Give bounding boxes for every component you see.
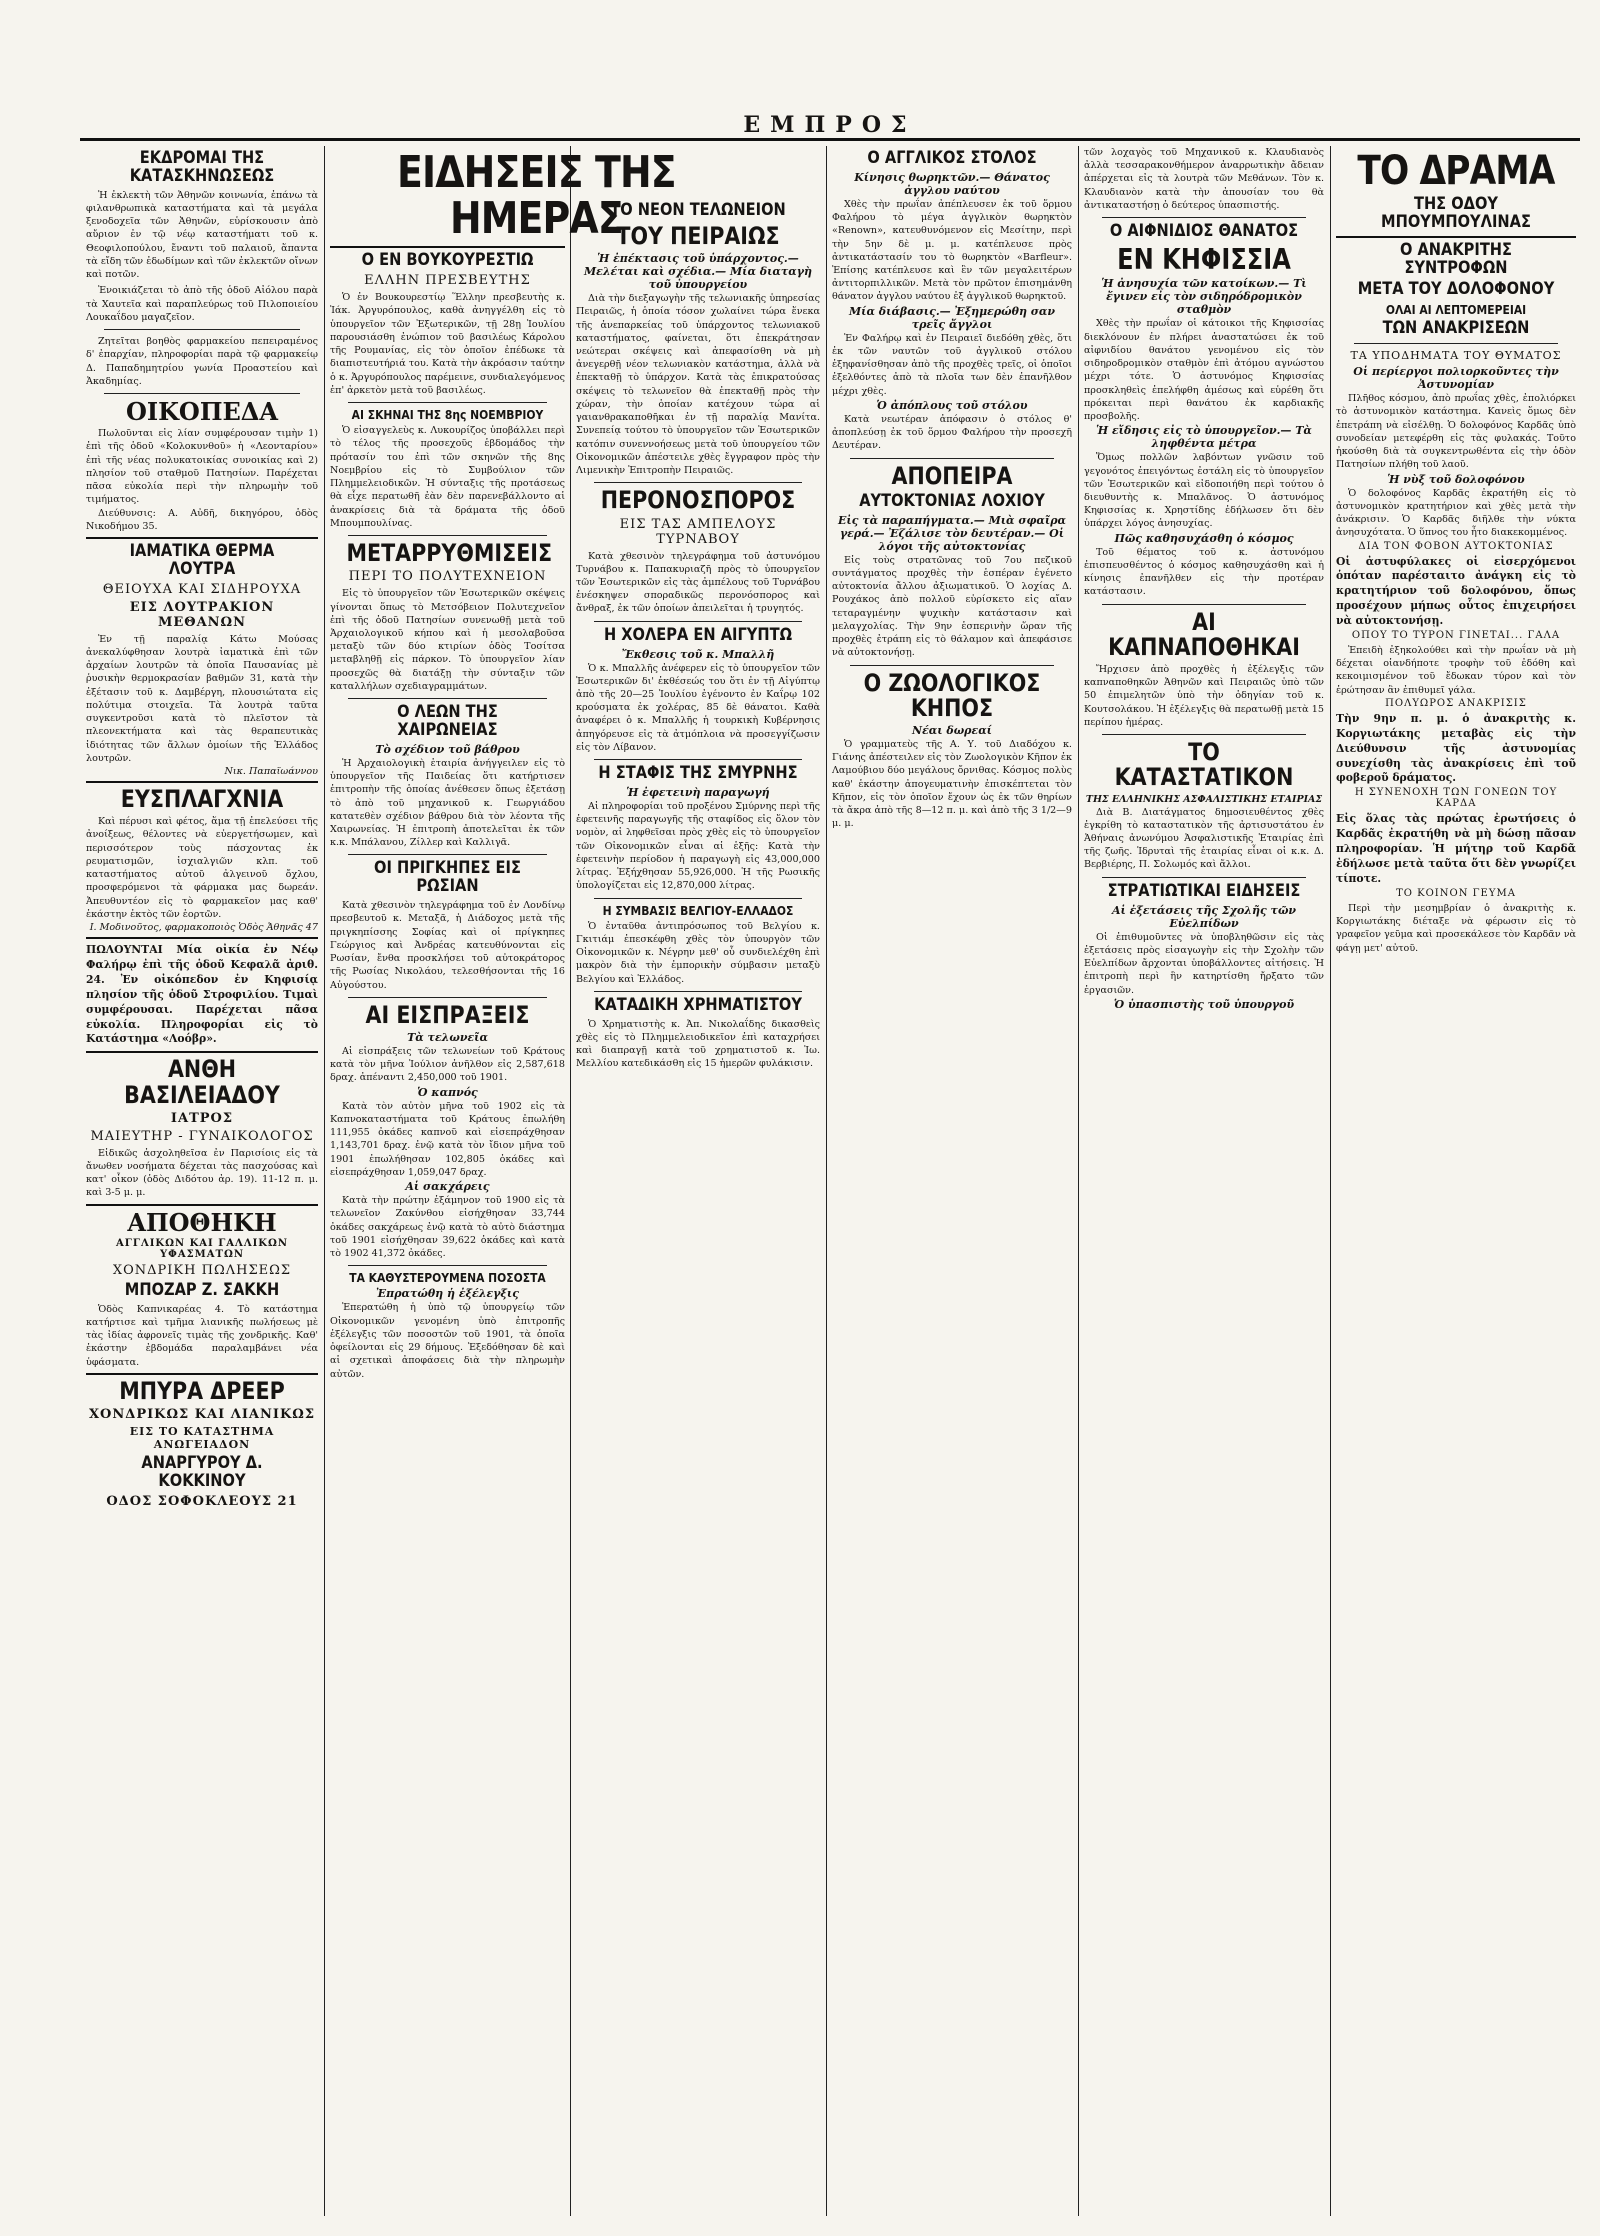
article-body: Κατὰ χθεσινὸν τηλεγράφημα τοῦ ἀστυνόμου Τυρνάβου κ. Παπακυριαζῆ πρὸς τὸ ὑπουργεῖον τῶν Ἐσωτερικῶν εἰς τὰς ἀμπέλους τοῦ Τυρνάβου ἐνέσκηψεν σποραδικῶς περονόσπορος καὶ ἄνθραξ, ἐκ τῶν ὁποίων ἀπειλεῖται ἡ τρυγητός. <box>576 550 820 615</box>
article-body: Αἱ εἰσπράξεις τῶν τελωνείων τοῦ Κράτους κατὰ τὸν μῆνα Ἰούλιον ἀνῆλθον εἰς 2,587,618 δραχ. ἀπέναντι 2,450,000 τοῦ 1901. <box>330 1046 565 1084</box>
article-subheadline: ΑΥΤΟΚΤΟΝΙΑΣ ΛΟΧΙΟΥ <box>859 490 1045 511</box>
classified-ad: Ἐνοικιάζεται τὸ ἀπὸ τῆς ὁδοῦ Αἰόλου παρὰ τὰ Χαυτεῖα καὶ παραπλεύρως τοῦ Πιλοποιείου Λουκαΐδου μαγαζεῖον. <box>86 285 318 323</box>
ad-subheadline: ΑΓΓΛΙΚΩΝ ΚΑΙ ΓΑΛΛΙΚΩΝ ΥΦΑΣΜΑΤΩΝ <box>115 1237 288 1260</box>
divider <box>594 991 802 992</box>
article-kicker: Εἰς τὰ παραπήγματα.— Μιὰ σφαῖρα γερά.— Ἐζάλισε τὸν δευτέραν.— Οἱ λόγοι τῆς αὐτοκτονίας <box>837 513 1066 553</box>
article-body: Ὁ ἐν Βουκουρεστίῳ Ἕλλην πρεσβευτὴς κ. Ἰάκ. Ἀργυρόπουλος, καθὰ ἀνηγγέλθη εἰς τὸ ὑπουργεῖον τῶν Ἐξωτερικῶν, τῇ 28ῃ Ἰουλίου παρουσιάσθη ἐνώπιον τοῦ βασιλέως Κάρολου τῆς Ρουμανίας, εἰς τὸν ὁποῖον ἐπέδωκε τὰ διαπιστευτήριά του. Κατὰ τὴν ἀκρόασιν ταύτην ὁ κ. Ἀργυρόπουλος παρέμεινε, συνδιαλεγόμενος ἐπ' ἀρκετὸν μετὰ τοῦ βασιλέως. <box>330 292 565 396</box>
ad-subheadline: ΙΑΤΡΟΣ <box>170 1110 234 1126</box>
article-body: Ἡ ἐκλεκτὴ τῶν Ἀθηνῶν κοινωνία, ἐπάνω τὰ φιλανθρωπικὰ καταστήματα καὶ τὰ μεγάλα ξενοδοχεῖα τῶν Ἀθηνῶν, εὑρίσκουσιν ἀπὸ αὔριον ἐν τῷ νέῳ καταστήματι τοῦ κ. Θεοφιλοπούλου, ἔναντι τοῦ παλαιοῦ, ἅπαντα τὰ εἴδη τῶν ἐδωδίμων καὶ τῶν ἐκλεκτῶν οἴνων καὶ ποτῶν. <box>86 189 318 281</box>
article-kicker: Ἐπρατώθη ἡ ἐξέλεγξις <box>376 1287 519 1301</box>
divider <box>86 1204 318 1206</box>
ad-headline: ΟΙΚΟΠΕΔΑ <box>125 396 279 426</box>
article-kicker: Ἡ ἐπέκτασις τοῦ ὑπάρχοντος.— Μελέται καὶ σχέδια.— Μία διαταγὴ τοῦ ὑπουργείου <box>583 252 812 292</box>
article-headline: ΜΕΤΑΡΡΥΘΜΙΣΕΙΣ <box>346 539 553 568</box>
article-subheadline: ΤΟΥ ΠΕΙΡΑΙΩΣ <box>616 221 780 250</box>
divider <box>104 329 300 330</box>
column-6 <box>1336 146 1576 2216</box>
article-kicker: Ὁ καπνός <box>417 1085 478 1099</box>
ad-body: Εἰδικῶς ἀσχοληθεῖσα ἐν Παρισίοις εἰς τὰ ἄνωθεν νοσήματα δέχεται τὰς πασχούσας καὶ κατ' οἶκον (ὁδὸς Διδότου ἀρ. 19). 11-12 π. μ. καὶ 3-5 μ. μ. <box>86 1147 318 1199</box>
ad-body: Ὁδὸς Καπνικαρέας 4. Τὸ κατάστημα κατήρτισε καὶ τμῆμα λιανικῆς πωλήσεως μὲ τὰς ἰδίας ἀφρονεῖς τιμὰς τῆς χονδρικῆς. Καθ' ἑκάστην ἐβδομάδα παραλαμβάνει νέα ὑφάσματα. <box>86 1303 318 1368</box>
article-body: Εἰς τὸ ὑπουργεῖον τῶν Ἐσωτερικῶν σκέψεις γίνονται ὅπως τὸ Μετσόβειον Πολυτεχνεῖον ἐπὶ τῆς ὁδοῦ Πατησίων συνενωθῇ μετὰ τοῦ Ἀρχαιολογικοῦ κήπου καὶ ἡ μεσολαβοῦσα μεταξὺ τῶν δύο κτιρίων ὁδὸς Τοσίτσα μεταβληθῇ εἰς πάρκον. Τὸ ὑπουργεῖον λίαν προσεχῶς θὰ διατάξῃ τὴν σύνταξιν τῶν καταλλήλων σχεδιαγραμμάτων. <box>330 588 565 692</box>
article-kicker: Ἡ νὺξ τοῦ δολοφόνου <box>1387 472 1525 486</box>
article-subheadline: ΕΙΣ ΤΑΣ ΑΜΠΕΛΟΥΣ ΤΥΡΝΑΒΟΥ <box>619 516 777 547</box>
divider <box>594 482 802 483</box>
masthead-rule <box>80 138 1580 141</box>
article-body: Ὁ ἐνταῦθα ἀντιπρόσωπος τοῦ Βελγίου κ. Γκιτιάμ ἐπεσκέφθη χθὲς τὸν ὑπουργὸν τῶν Οἰκονομικῶν κ. Νέγρην μεθ' οὗ συνδιελέχθη ἐπὶ μακρὸν διὰ τὴν ἐμπορικὴν σύμβασιν μεταξὺ Βελγίου καὶ Ἑλλάδος. <box>576 920 820 985</box>
article-body: Οἱ ἀστυφύλακες οἱ εἰσερχόμενοι ὁπόταν παρέσταιτο ἀνάγκη εἰς τὸ κρατητήριον τοῦ δολοφόνου, ὅπως προσέχουν μήπως οὗτος ἐπιχειρήσει νὰ αὐτοκτονήσῃ. <box>1336 554 1576 628</box>
article-headline: ΑΙ ΚΑΠΝΑΠΟΘΗΚΑΙ <box>1108 607 1300 661</box>
divider <box>348 997 547 998</box>
article-headline: Ο ΑΓΓΛΙΚΟΣ ΣΤΟΛΟΣ <box>867 148 1037 168</box>
divider <box>1354 343 1558 344</box>
article-kicker: Νέαι δωρεαί <box>912 723 992 737</box>
column-5 <box>1084 146 1324 2216</box>
article-headline: ΤΑ ΚΑΘΥΣΤΕΡΟΥΜΕΝΑ ΠΟΣΟΣΤΑ <box>349 1270 546 1286</box>
divider <box>348 1265 547 1266</box>
divider <box>86 1051 318 1053</box>
article-body: Ἐν Φαλήρῳ καὶ ἐν Πειραιεῖ διεδόθη χθὲς, ὅτι ἐκ τῶν ναυτῶν τοῦ ἀγγλικοῦ στόλου ἐξηφανίσθησαν ἀπὸ τῆς προχθὲς τρεῖς, οἱ ὁποῖοι ἐξελθόντες ἀπὸ τὰ πλοῖα των δὲν ἐπανῆλθον μέχρι χθὲς. <box>832 332 1072 397</box>
article-body: Ὁ δολοφόνος Καρδᾶς ἐκρατήθη εἰς τὸ ἀστυνομικὸν κρατητήριον καὶ χθὲς μετὰ τὴν ἀνάκρισιν. Ὁ Καρδᾶς διῆλθε τὴν νύκτα ἀνησυχότατα. Ὁ ὕπνος του ἦτο διακεκομμένος. <box>1336 487 1576 539</box>
divider <box>86 1373 318 1375</box>
column-rule <box>1078 146 1079 2216</box>
divider <box>86 537 318 539</box>
masthead-title: ΕΜΠΡΟΣ <box>743 112 917 138</box>
divider <box>1102 604 1306 605</box>
ad-contact: Διεύθυνσις: Α. Αὐδῆ, δικηγόρου, ὁδὸς Νικοδήμου 35. <box>86 507 318 532</box>
article-body: Ὁ εἰσαγγελεὺς κ. Λυκουρίζος ὑποβάλλει περὶ τὸ τέλος τῆς προσεχοῦς ἑβδομάδος τὴν πρότασίν του ἐπὶ τῶν σκηνῶν τῆς 8ης Νοεμβρίου εἰς τὸ Συμβούλιον τῶν Πλημμελειοδικῶν. Ἡ σύνταξις τῆς προτάσεως θὰ εἶχε περατωθῆ ἐὰν δὲν παρενεβάλλοντο αἱ ἀνακρίσεις διὰ τὰ δράματα τῆς ὁδοῦ Μπουμπουλίνας. <box>330 425 565 529</box>
article-kicker: Ὁ ὑπασπιστὴς τοῦ ὑπουργοῦ <box>1113 997 1295 1011</box>
divider <box>594 621 802 622</box>
ad-headline: ΑΠΟΘΗΚΗ <box>127 1207 277 1237</box>
ad-subheadline: ΘΕΙΟΥΧΑ ΚΑΙ ΣΙΔΗΡΟΥΧΑ <box>102 581 302 597</box>
ad-headline: ΑΝΘΗ ΒΑΣΙΛΕΙΑΔΟΥ <box>124 1055 280 1109</box>
divider <box>86 937 318 939</box>
article-headline: Ο ΑΙΦΝΙΔΙΟΣ ΘΑΝΑΤΟΣ <box>1109 221 1299 242</box>
article-headline: ΕΚΔΡΟΜΑΙ ΤΗΣ ΚΑΤΑΣΚΗΝΩΣΕΩΣ <box>129 148 275 186</box>
article-headline: ΠΕΡΟΝΟΣΠΟΡΟΣ <box>600 486 796 515</box>
article-body: Ὁ γραμματεὺς τῆς Α. Υ. τοῦ Διαδόχου κ. Γιάνης ἀπέστειλεν εἰς τὸν Ζωολογικὸν Κῆπον ἐκ Λαμούβιου δύο μεγάλους ὄρνιθας. Κόσμος πολὺς καθ' ἑκάστην ἀπογευματινὴν ἐπισκέπτεται τὸν Κῆπον, εἰς τὸν ὁποῖον ἔχουν ὡς ἐκ τῶν θηρίων τὰ ἄκρα ἀπὸ τῆς 8—12 π. μ. καὶ ἀπὸ τῆς 3 1/2—9 μ. μ. <box>832 738 1072 830</box>
ad-subheadline: ΧΟΝΔΡΙΚΗ ΠΩΛΗΣΕΩΣ <box>112 1262 292 1278</box>
column-3 <box>576 146 820 2216</box>
article-body: Ἐπειδὴ ἐξηκολούθει καὶ τὴν πρωΐαν νὰ μὴ δέχεται οἱανδήποτε τροφὴν τοῦ ἐδόθη καὶ κεκοιμισμένον τοῦ ἔδωκαν τύρον καὶ τὸν ἐρώτησαν ἂν ἐπιθυμεῖ γάλα. <box>1336 644 1576 696</box>
article-body: Ἡ Ἀρχαιολογικὴ ἑταιρία ἀνήγγειλεν εἰς τὸ ὑπουργεῖον τῆς Παιδείας ὅτι κατήρτισεν ἐπιτροπὴν τῆς ὁποίας ἀνέθεσεν ὅπως ἐξετάσῃ τὸ ἀπὸ τοῦ μηχανικοῦ κ. Γεωργιάδου κατατεθὲν σχέδιον βάθρου διὰ τὸν λέοντα τῆς Χαιρωνείας. Ἡ ἐπιτροπὴ ἀποτελεῖται ἐκ τῶν κ.κ. Μπάλανου, Ζίλλερ καὶ Καλλιγᾶ. <box>330 757 565 849</box>
article-body: Εἰς ὅλας τὰς πρώτας ἐρωτήσεις ὁ Καρδᾶς ἐκρατήθη νὰ μὴ δώσῃ πᾶσαν πληροφορίαν. Ἡ μήτηρ τοῦ Καρδᾶ ἐδήλωσε μετὰ ταῦτα ὅτι δὲν γνωρίζει τίποτε. <box>1336 812 1576 885</box>
ad-headline: ΕΥΣΠΛΑΓΧΝΙΑ <box>120 785 284 814</box>
article-body: Κατὰ τὴν πρώτην ἑξάμηνον τοῦ 1900 εἰς τὰ τελωνεῖον Ζακύνθου εἰσήχθησαν 33,744 ὀκάδες σακχάρεως ἐνῷ κατὰ τὸ αὐτὸ διάστημα τοῦ 1901 εἰσήχθησαν 39,622 ὀκάδες καὶ κατὰ τὸ 1902 41,372 ὀκάδες. <box>330 1195 565 1260</box>
ad-subheadline: ΜΑΙΕΥΤΗΡ - ΓΥΝΑΙΚΟΛΟΓΟΣ <box>90 1128 314 1144</box>
article-body: Ὅμως πολλῶν λαβόντων γνῶσιν τοῦ γεγονότος ἐπειγόντως ἐστάλη εἰς τὸ ὑπουργεῖον τῶν Ἐσωτερικῶν καὶ εἰδοποιήθη περὶ τούτου ὁ διευθυντὴς κ. Μπαλᾶνος. Ὁ ἀστυνόμος Κηφισσίας κ. Χρηστίδης ἐδήλωσεν ὅτι δὲν ὑπάρχει λόγος ἀνησυχίας. <box>1084 452 1324 530</box>
article-headline: Η ΣΥΜΒΑΣΙΣ ΒΕΛΓΙΟΥ-ΕΛΛΑΔΟΣ <box>602 902 794 918</box>
article-body: Οἱ ἐπιθυμοῦντες νὰ ὑποβληθῶσιν εἰς τὰς ἐξετάσεις πρὸς εἰσαγωγὴν εἰς τὴν Σχολὴν τῶν Εὐελπίδων ἄρχονται ὑποβάλλοντες αἰτήσεις. Ἡ ἐπιτροπὴ περὶ ἣν κατηρτίσθη ἤρξατο τῶν ἐργασιῶν. <box>1084 931 1324 996</box>
article-body: Εἰς τοὺς στρατῶνας τοῦ 7ου πεζικοῦ συντάγματος προχθὲς τὴν ἑσπέραν ἐγένετο αὐτοκτονία ἄλλου ἀξιωματικοῦ. Ὁ λοχίας Δ. Ρουχάκος ἀπὸ πολλοῦ εὑρίσκετο εἰς αἴαν τεταραγμένην ψυχικὴν κατάστασιν καὶ μελαγχολίας. Τὴν 9ην ἑσπερινὴν ὥραν τῆς προχθὲς ἐτράπη εἰς τὸ θάλαμον καὶ ἀπεφάσισε νὰ αὐτοκτονήσῃ. <box>832 554 1072 659</box>
article-headline: Ο ΖΩΟΛΟΓΙΚΟΣ ΚΗΠΟΣ <box>863 668 1041 722</box>
column-4 <box>832 146 1072 2216</box>
article-kicker: Ἡ ἐφετεινὴ παραγωγή <box>626 786 770 799</box>
ad-name: ΑΝΑΡΓΥΡΟΥ Δ. ΚΟΚΚΙΝΟΥ <box>141 1453 263 1491</box>
ad-name: ΜΠΟΖΑΡ Ζ. ΣΑΚΚΗ <box>124 1279 280 1300</box>
article-kicker: Ἡ εἴδησις εἰς τὸ ὑπουργεῖον.— Τὰ ληφθέντα μέτρα <box>1096 424 1312 451</box>
article-body: Διὰ Β. Διατάγματος δημοσιευθέντος χθὲς ἐγκρίθη τὸ καταστατικὸν τῆς ἀρτισυστάτου ἐν Ἀθήναις ἀνωνύμου Ἀσφαλιστικῆς Ἑταιρίας ἐπὶ τῆς ζωῆς. Ἱδρυταὶ τῆς ἑταιρίας εἶναι οἱ κ.κ. Δ. Βερβιέρης, Π. Σολωμός καὶ ἄλλοι. <box>1084 806 1324 871</box>
ad-headline: ΜΠΥΡΑ ΔΡΕΕΡ <box>119 1376 285 1405</box>
article-body: Περὶ τὴν μεσημβρίαν ὁ ἀνακριτὴς κ. Κοργιωτάκης διέταξε νὰ φέρωσιν εἰς τὸ γραφεῖον γεῦμα καὶ προσεκάλεσε τὸν Καρδᾶν νὰ φάγῃ μετ' αὐτοῦ. <box>1336 902 1576 954</box>
divider <box>1102 734 1306 735</box>
ad-address: ΟΔΟΣ ΣΟΦΟΚΛΕΟΥΣ 21 <box>106 1493 298 1509</box>
divider <box>104 393 300 394</box>
article-subheadline: ΤΗΣ ΟΔΟΥ ΜΠΟΥΜΠΟΥΛΙΝΑΣ <box>1381 194 1531 232</box>
divider <box>348 402 547 403</box>
article-body: Ἐπερατώθη ἡ ὑπὸ τῷ ὑπουργείῳ τῶν Οἰκονομικῶν γενομένη ὑπὸ ἐπιτροπῆς ἐξέλεγξις τῶν ποσοστῶν τοῦ 1901, τὰ ὁποῖα ὀφείλονται εἰς 29 δήμους. Ἐξεδόθησαν δὲ καὶ αἱ σχετικαὶ ἀποφάσεις διὰ τὴν πληρωμὴν αὐτῶν. <box>330 1302 565 1380</box>
article-body: Τὴν 9ην π. μ. ὁ ἀνακριτὴς κ. Κοργιωτάκης μεταβὰς εἰς τὴν Διεύθυνσιν τῆς ἀστυνομίας συνεχίσθη τὰς ἀνακρίσεις ἐπὶ τοῦ φοβεροῦ δράματος. <box>1336 711 1576 785</box>
article-kicker: Ἡ ἀνησυχία τῶν κατοίκων.— Τὶ ἔγινεν εἰς τὸν σιδηρόδρομικὸν σταθμὸν <box>1101 277 1307 317</box>
article-body: τῶν λοχαγὸς τοῦ Μηχανικοῦ κ. Κλαυδιανὸς ἀλλὰ τεσσαρακονθήμερον ἀναρρωτικὴν ἄδειαν ἀπέρχεται εἰς τὰ λουτρὰ τῶν Μεθάνων. Τὸν κ. Κλαυδιανὸν κατὰ τὴν ἀπουσίαν του θὰ ἀντικαταστήσῃ ὁ δεύτερος ὑπασπιστής. <box>1084 147 1324 211</box>
article-subheadline: ΠΕΡΙ ΤΟ ΠΟΛΥΤΕΧΝΕΙΟΝ <box>348 569 547 585</box>
column-rule <box>1330 146 1331 2216</box>
divider <box>1336 236 1576 238</box>
article-headline: Η ΣΤΑΦΙΣ ΤΗΣ ΣΜΥΡΝΗΣ <box>598 763 798 784</box>
article-headline: ΑΙ ΣΚΗΝΑΙ ΤΗΣ 8ης ΝΟΕΜΒΡΙΟΥ <box>351 407 544 423</box>
classified-ad: Ζητεῖται βοηθὸς φαρμακείου πεπειραμένος δ' ἐπαρχίαν, πληροφορίαι παρὰ τῷ φαρμακείῳ Δ. Παπαδημητρίου γωνία Προαστείου καὶ Ἀκαδημίας. <box>86 336 318 387</box>
article-kicker: Ὁ ἀπόπλους τοῦ στόλου <box>876 398 1028 412</box>
article-body: Τοῦ θέματος τοῦ κ. ἀστυνόμου ἐπισπευσθέντος ὁ κόσμος καθησυχάσθη καὶ ἡ κίνησις ἐπανῆλθεν εἰς τὴν προτέραν κατάστασιν. <box>1084 546 1324 598</box>
divider <box>850 458 1054 459</box>
article-body: Κατὰ νεωτέραν ἀπόφασιν ὁ στόλος θ' ἀποπλεύσῃ ἐκ τοῦ ὅρμου Φαλήρου τὴν προσεχῆ Δευτέραν. <box>832 413 1072 452</box>
ad-body: Καὶ πέρυσι καὶ φέτος, ἅμα τῇ ἐπελεύσει τῆς ἀνοίξεως, θέλοντες νὰ εὐεργετήσωμεν, καὶ περισσότερον τοὺς πάσχοντας ἐκ ρευματισμῶν, ἰσχιαλγιῶν κλπ. τοῦ καταστήματος αὐτοῦ ἀλγεινοῦ ὄχλου, προσφερόμενοι τὰ φάρμακα μας δωρεάν. Ἀπευθυντέον εἰς τὸ φαρμακεῖον μας καθ' ἑκάστην ἐκτὸς τῶν ἑορτῶν. <box>86 816 318 920</box>
divider <box>594 759 802 760</box>
article-body: Πλῆθος κόσμου, ἀπὸ πρωΐας χθὲς, ἐπολιόρκει τὸ ἀστυνομικὸν κατάστημα. Κανεὶς ὅμως δὲν ἐπετράπη νὰ εἰσέλθῃ. Ὁ δολοφόνος Καρδᾶς ὑπὸ συνοδείαν μετεφέρθη εἰς τὰς φυλακάς. Τοῦτο ἠκούσθη διὰ τὰ συγκεντρωθέντα εἰς τὴν ὁδὸν Πατησίων πλήθη τοῦ λαοῦ. <box>1336 393 1576 471</box>
article-subheadline: ΕΝ ΚΗΦΙΣΣΙΑ <box>1117 243 1291 277</box>
divider <box>86 781 318 783</box>
column-rule <box>324 146 325 2216</box>
article-subheadline: ΤΗΣ ΕΛΛΗΝΙΚΗΣ ΑΣΦΑΛΙΣΤΙΚΗΣ ΕΤΑΙΡΙΑΣ <box>1085 793 1323 805</box>
ad-body: Πωλοῦνται εἰς λίαν συμφέρουσαν τιμὴν 1) ἐπὶ τῆς ὁδοῦ «Κολοκυνθοῦ» ἡ «Λεονταρίου» ἐπὶ τῆς νέας πολυκατοικίας συνοικίας καὶ 2) πλησίον τοῦ σταθμοῦ Πατησίων. Παρέχεται πᾶσα εὐκολία περὶ τὴν πληρωμὴν τοῦ τιμήματος. <box>86 428 318 506</box>
column-1 <box>86 146 318 2216</box>
article-headline: Ο ΕΝ ΒΟΥΚΟΥΡΕΣΤΙΩ <box>361 250 534 271</box>
classified-ad: ΠΩΛΟΥΝΤΑΙ Μία οἰκία ἐν Νέῳ Φαλήρῳ ἐπὶ τῆς ὁδοῦ Κεφαλᾶ ἀριθ. 24. Ἐν οἰκόπεδον ἐν Κηφισίᾳ πλησίον τῆς ὁδοῦ Στροφιλίου. Τιμαὶ συμφέρουσαι. Παρέχεται πᾶσα εὐκολία. Πληροφορίαι εἰς τὸ Κατάστημα «Λοόβρ». <box>86 943 318 1046</box>
article-headline: Ο ΛΕΩΝ ΤΗΣ ΧΑΙΡΩΝΕΙΑΣ <box>397 702 498 740</box>
signature: Ι. Μοδινοῦτος, φαρμακοποιὸς Ὁδὸς Ἀθηνᾶς 47 <box>89 922 318 934</box>
article-kicker: ΤΑ ΥΠΟΔΗΜΑΤΑ ΤΟΥ ΘΥΜΑΤΟΣ <box>1350 349 1562 363</box>
article-headline: ΟΙ ΠΡΙΓΚΗΠΕΣ ΕΙΣ ΡΩΣΙΑΝ <box>374 858 521 897</box>
article-headline: ΤΟ ΔΡΑΜΑ <box>1357 148 1555 194</box>
article-kicker: ΟΠΟΥ ΤΟ ΤΥΡΟΝ ΓΙΝΕΤΑΙ... ΓΑΛΑ <box>1351 629 1561 641</box>
signature: Νικ. Παπαϊωάννου <box>224 766 318 778</box>
masthead <box>80 112 1580 136</box>
article-subheadline: ΤΩΝ ΑΝΑΚΡΙΣΕΩΝ <box>1382 318 1530 339</box>
article-body: Ὁ κ. Μπαλλῆς ἀνέφερεν εἰς τὸ ὑπουργεῖον τῶν Ἐσωτερικῶν δι' ἐκθέσεώς του ὅτι ἐν τῇ Αἰγύπτῳ ἀπὸ τῆς 20—25 Ἰουλίου ἐγένοντο ἐν Καΐρῳ 102 κρούσματα ἐκ χολέρας, 85 δὲ θάνατοι. Καθὰ ἀναφέρει ὁ κ. Μπαλλῆς ἡ τουρκικὴ Κυβέρνησις ἀπηγόρευσε εἰς τὰ ἀτμόπλοια νὰ προσεγγίζωσιν εἰς τὸν Λίβανον. <box>576 662 820 753</box>
article-kicker: ΠΟΛΥΩΡΟΣ ΑΝΑΚΡΙΣΙΣ <box>1385 697 1527 709</box>
ad-body: Ἐν τῇ παραλίᾳ Κάτω Μούσας ἀνεκαλύφθησαν λουτρὰ ἰαματικὰ ἐπὶ τῶν ἀρχαίων λουτρῶν τὰ ὁποῖα Παυσανίας μὲ ῥυσικὴν θερμοκρασίαν βαθμῶν 31, κατὰ τὴν ἐξέτασιν τοῦ κ. Δαμβέργη, πλουσιώτατα εἰς πολύτιμα στοιχεῖα. Τὰ λουτρὰ ταῦτα συγκεντροῦσι κατὰ τὸ πλεῖστον τὰ πλεονεκτήματα καὶ τὰς θεραπευτικὰς ἰδιότητας τῶν ἄλλων ὁμοίων τῆς Ἑλλάδος λουτρῶν. <box>86 633 318 764</box>
article-body: Αἱ πληροφορίαι τοῦ προξένου Σμύρνης περὶ τῆς ἐφετεινῆς παραγωγῆς τῆς σταφίδος εἰς ὅλον τὸν νομὸν, αἱ ληφθεῖσαι πρὸς χθὲς εἰς τὸ ὑπουργεῖον τῶν Οἰκονομικῶν εἶναι αἱ ἑξῆς: Κατὰ τὴν ἐφετεινὴν περίοδον ἡ παραγωγὴ εἰς 43,000,000 λίτρας. Ἐξήχθησαν 55,926,000. Ἡ τῆς Ρωσικῆς ὑπολογίζεται εἰς 12,870,000 λίτρας. <box>576 801 820 892</box>
article-subheadline: ΟΛΑΙ ΑΙ ΛΕΠΤΟΜΕΡΕΙΑΙ <box>1385 302 1527 318</box>
article-headline: ΤΟ ΝΕΟΝ ΤΕΛΩΝΕΙΟΝ <box>610 200 786 220</box>
divider <box>594 898 802 899</box>
article-body: Κατὰ χθεσινὸν τηλεγράφημα τοῦ ἐν Λονδίνῳ πρεσβευτοῦ κ. Μεταξᾶ, ἡ Διάδοχος μετὰ τῆς πριγκηπίσσης Σοφίας καὶ οἱ πρίγκηπες Γεώργιος καὶ Ἀνδρέας κατευθύνονται εἰς Ρωσίαν, ἔνθα προσκλήσει τοῦ αὐτοκράτορος τῆς Ρωσίας Νικολάου, τελεσθήσονται τῆς 16 Αὐγούστου. <box>330 900 565 991</box>
article-headline: ΣΤΡΑΤΙΩΤΙΚΑΙ ΕΙΔΗΣΕΙΣ <box>1107 880 1301 901</box>
article-body: Χθὲς τὴν πρωΐαν οἱ κάτοικοι τῆς Κηφισσίας διεκλόνουν ἐν πλήρει ἀναστατώσει ἐκ τοῦ αἰφνιδίου θανάτου γενομένου εἰς τὸν σιδηροδρομικὸν σταθμὸν ἐπὶ ἀτόμου αγνώστου μέχρι τότε. Ὁ ἀστυνόμος Κηφισσίας προσκληθεὶς ἐπελήφθη ἀμέσως καὶ εὑρέθη ὅτι πρόκειται περὶ θανάτου ἐκ καρδιακῆς προσβολῆς. <box>1084 318 1324 423</box>
article-kicker: ΤΟ ΚΟΙΝΟΝ ΓΕΥΜΑ <box>1396 887 1516 899</box>
article-body: Χθὲς τὴν πρωΐαν ἀπέπλευσεν ἐκ τοῦ ὅρμου Φαλήρου τὸ μέγα ἀγγλικὸν θωρηκτὸν «Renown», κατευθυνόμενον εἰς Μεσίτην, περὶ τὴν 5ην δὲ μ. μ. κατέπλευσε πρὸς ἀντικατάστασίν του τὸ θωρηκτὸν «Barfleur». Ἐπίσης κατέπλευσε καὶ ἓν τῶν μεγαλειτέρων ἀντιτορπιλλικῶν. Μετὰ τὸν πρῶτον ἐπισημάνθη θάνατον ἀγγλου ναύτου ἐξ ἀγγλικοῦ θωρηκτοῦ. <box>832 198 1072 303</box>
article-subheadline: Ο ΑΝΑΚΡΙΤΗΣ ΣΥΝΤΡΟΦΩΝ <box>1399 239 1513 278</box>
article-headline: ΑΠΟΠΕΙΡΑ <box>891 461 1013 490</box>
article-body: Κατὰ τὸν αὐτὸν μῆνα τοῦ 1902 εἰς τὰ Καπνοκαταστήματα τοῦ Κράτους ἐπωλήθη 111,955 ὀκάδες καπνοῦ καὶ εἰσεπράχθησαν 1,143,701 δραχ. ἐνῷ κατὰ τὸν ἴδιον μῆνα τοῦ 1901 ἐπωλήθησαν 102,805 ὀκάδες καὶ εἰσεπράχθησαν 1,059,047 δραχ. <box>330 1100 565 1178</box>
divider <box>850 665 1054 666</box>
divider <box>348 698 547 699</box>
article-kicker: Τὸ σχέδιον τοῦ βάθρου <box>375 742 520 756</box>
ad-subheadline: ΧΟΝΔΡΙΚΩΣ ΚΑΙ ΛΙΑΝΙΚΩΣ <box>88 1407 316 1423</box>
article-kicker: Η ΣΥΝΕΝΟΧΗ ΤΩΝ ΓΟΝΕΩΝ ΤΟΥ ΚΑΡΔΑ <box>1354 787 1558 810</box>
divider <box>330 246 565 248</box>
article-kicker: Τὰ τελωνεῖα <box>407 1031 488 1044</box>
divider <box>1102 217 1306 218</box>
article-kicker: Οἱ περίεργοι πολιορκοῦντες τὴν Ἀστυνομίαν <box>1353 365 1559 392</box>
divider <box>348 535 547 536</box>
article-kicker: Αἱ σακχάρεις <box>405 1180 490 1194</box>
section-banner: ΕΙΔΗΣΕΙΣ ΤΗΣ ΗΜΕΡΑΣ <box>397 147 676 245</box>
article-headline: ΤΟ ΚΑΤΑΣΤΑΤΙΚΟΝ <box>1114 738 1294 792</box>
article-body: Ὁ Χρηματιστὴς κ. Ἀπ. Νικολαΐδης δικασθεὶς χθὲς εἰς τὸ Πλημμελειοδικεῖον ἐπὶ καταχρήσει καὶ διαπραγῇ κατὰ τοῦ χρηματιστοῦ κ. Ἰω. Μελλίου κατεδικάσθη εἰς 15 ἡμερῶν φυλάκισιν. <box>576 1018 820 1070</box>
column-rule <box>826 146 827 2216</box>
ad-subheadline: ΕΙΣ ΛΟΥΤΡΑΚΙΟΝ ΜΕΘΑΝΩΝ <box>129 599 275 630</box>
article-kicker: Αἱ ἐξετάσεις τῆς Σχολῆς τῶν Εὐελπίδων <box>1111 903 1297 930</box>
ad-headline: ΙΑΜΑΤΙΚΑ ΘΕΡΜΑ ΛΟΥΤΡΑ <box>129 541 275 579</box>
article-kicker: Μία διάβασις.— Ἐξημερώθη σαν τρεῖς ἄγγλοι <box>849 304 1055 331</box>
ad-subheadline: ΕΙΣ ΤΟ ΚΑΤΑΣΤΗΜΑ ΑΝΩΓΕΙΑΔΟΝ <box>129 1425 275 1452</box>
article-headline: Η ΧΟΛΕΡΑ ΕΝ ΑΙΓΥΠΤΩ <box>603 624 793 645</box>
article-kicker: Πῶς καθησυχάσθη ὁ κόσμος <box>1114 531 1294 545</box>
divider <box>1102 877 1306 878</box>
column-2 <box>330 146 676 2216</box>
divider <box>348 854 547 855</box>
article-headline: ΑΙ ΕΙΣΠΡΑΞΕΙΣ <box>365 1000 530 1029</box>
article-kicker: Κίνησις θωρηκτῶν.— Θάνατος ἀγγλου ναύτου <box>854 170 1050 197</box>
article-subheadline: ΜΕΤΑ ΤΟΥ ΔΟΛΟΦΟΝΟΥ <box>1357 279 1555 300</box>
article-body: Ἤρχισεν ἀπὸ προχθὲς ἡ ἐξέλεγξις τῶν καπναποθηκῶν Ἀθηνῶν καὶ Πειραιῶς ὑπὸ τῶν 50 ἐπιμελητῶν ὑπὸ τὴν ὁδηγίαν τοῦ κ. Κουτσολάκου. Ἡ ἐξέλεγξις θὰ περατωθῇ μετὰ 15 περίπου ἡμέρας. <box>1084 664 1324 728</box>
banner-spacer <box>576 146 820 198</box>
article-kicker: ΔΙΑ ΤΟΝ ΦΟΒΟΝ ΑΥΤΟΚΤΟΝΙΑΣ <box>1358 540 1554 552</box>
article-kicker: Ἔκθεσις τοῦ κ. Μπαλλῆ <box>621 647 775 661</box>
article-body: Διὰ τὴν διεξαγωγὴν τῆς τελωνιακῆς ὑπηρεσίας Πειραιῶς, ἡ ὁποία τόσον χωλαίνει τώρα ἕνεκα τῆς ἀνεπαρκείας τοῦ ὑπάρχοντος τελωνιακοῦ καταστήματος, φαίνεται, ὅτι ἐπεκράτησαν νεώτεραι σκέψεις καὶ ἀπεφασίσθη νὰ μὴ ἀνεγερθῇ νέον τελωνιακὸν κατάστημα, ἀλλὰ νὰ ἐπεκταθῇ τὸ ὑπάρχον. Κατὰ τὰς ἐπικρατούσας σκέψεις τὸ τελωνεῖον θὰ ἐπεκταθῇ πρὸς τὴν χώραν, τὴν ὁποίαν κατέχουν τώρα αἱ γαιανθρακαποθῆκαι ἐν τῇ παραλίᾳ Μανίτα. Συνεπείᾳ τούτου τὸ ὑπουργεῖον τῶν Ἐσωτερικῶν κατόπιν συνεννοήσεως μετὰ τοῦ ὑπουργείου τῶν Οἰκονομικῶν ἀπέστειλε χθὲς ἔγγραφον πρὸς τὴν Λιμενικὴν Ἐπιτροπὴν Πειραιῶς. <box>576 293 820 477</box>
column-rule <box>570 146 571 2216</box>
article-subheadline: ΕΛΛΗΝ ΠΡΕΣΒΕΥΤΗΣ <box>364 273 531 289</box>
article-headline: ΚΑΤΑΔΙΚΗ ΧΡΗΜΑΤΙΣΤΟΥ <box>594 994 802 1015</box>
